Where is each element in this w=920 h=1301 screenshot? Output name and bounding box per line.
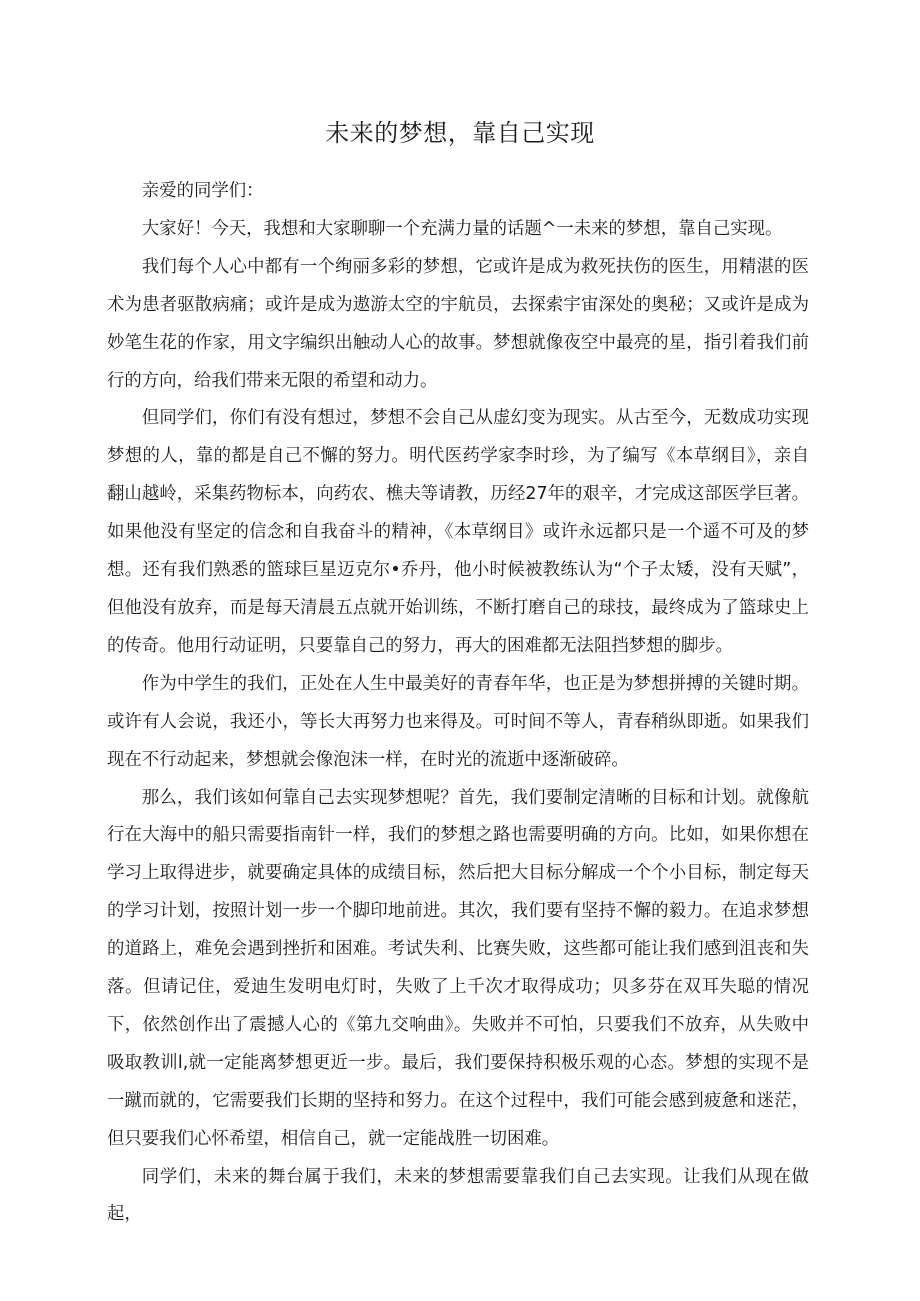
paragraph-how-to: 那么，我们该如何靠自己去实现梦想呢？首先，我们要制定清晰的目标和计划。就像航行在大海中的船只需要指南针一样，我们的梦想之路也需要明确的方向。比如，如果你想在学习上取得进步，就要确定具体的成绩目标，然后把大目标分解成一个个小目标，制定每天的学习计划，按照计划一步一个脚印地前进。其次，我们要有坚持不懈的毅力。在追求梦想的道路上，难免会遇到挫折和困难。考试失利、比赛失败，这些都可能让我们感到沮丧和失落。但请记住，爱迪生发明电灯时，失败了上千次才取得成功；贝多芬在双耳失聪的情况下，依然创作出了震撼人心的《第九交响曲》。失败并不可怕，只要我们不放弃，从失败中吸取教训l,就一定能离梦想更近一步。最后，我们要保持积极乐观的心态。梦想的实现不是一蹴而就的，它需要我们长期的坚持和努力。在这个过程中，我们可能会感到疲惫和迷茫，但只要我们心怀希望，相信自己，就一定能战胜一切困难。 <box>107 787 809 1149</box>
paragraph-closing: 同学们，未来的舞台属于我们，未来的梦想需要靠我们自己去实现。让我们从现在做起， <box>107 1166 809 1225</box>
paragraph-dreams: 我们每个人心中都有一个绚丽多彩的梦想，它或许是成为救死扶伤的医生，用精湛的医术为患者驱散病痛；或许是成为遨游太空的宇航员，去探索宇宙深处的奥秘；又或许是成为妙笔生花的作家，用文字编织出触动人心的故事。梦想就像夜空中最亮的星，指引着我们前行的方向，给我们带来无限的希望和动力。 <box>107 256 809 391</box>
paragraph-youth: 作为中学生的我们，正处在人生中最美好的青春年华，也正是为梦想拼搏的关键时期。或许有人会说，我还小，等长大再努力也来得及。可时间不等人，青春稍纵即逝。如果我们现在不行动起来，梦想就会像泡沫一样，在时光的流逝中逐渐破碎。 <box>107 673 809 770</box>
paragraph-salutation: 亲爱的同学们： <box>141 181 264 201</box>
paragraph-greeting: 大家好！今天，我想和大家聊聊一个充满力量的话题^一未来的梦想，靠自己实现。 <box>141 218 783 239</box>
paragraph-examples: 但同学们，你们有没有想过，梦想不会自己从虚幻变为现实。从古至今，无数成功实现梦想的人，靠的都是自己不懈的努力。明代医药学家李时珍，为了编写《本草纲目》，亲自翻山越岭，采集药物标本，向药农、樵夫等请教，历经27年的艰辛，才完成这部医学巨著。如果他没有坚定的信念和自我奋斗的精神，《本草纲目》或许永远都只是一个遥不可及的梦想。还有我们熟悉的篮球巨星迈克尔•乔丹，他小时候被教练认为“个子太矮，没有天赋”，但他没有放弃，而是每天清晨五点就开始训练，不断打磨自己的球技，最终成为了篮球史上的传奇。他用行动证明，只要靠自己的努力，再大的困难都无法阻挡梦想的脚步。 <box>107 408 809 656</box>
document-title: 未来的梦想，靠自己实现 <box>325 119 595 147</box>
document-body <box>107 173 809 1234</box>
